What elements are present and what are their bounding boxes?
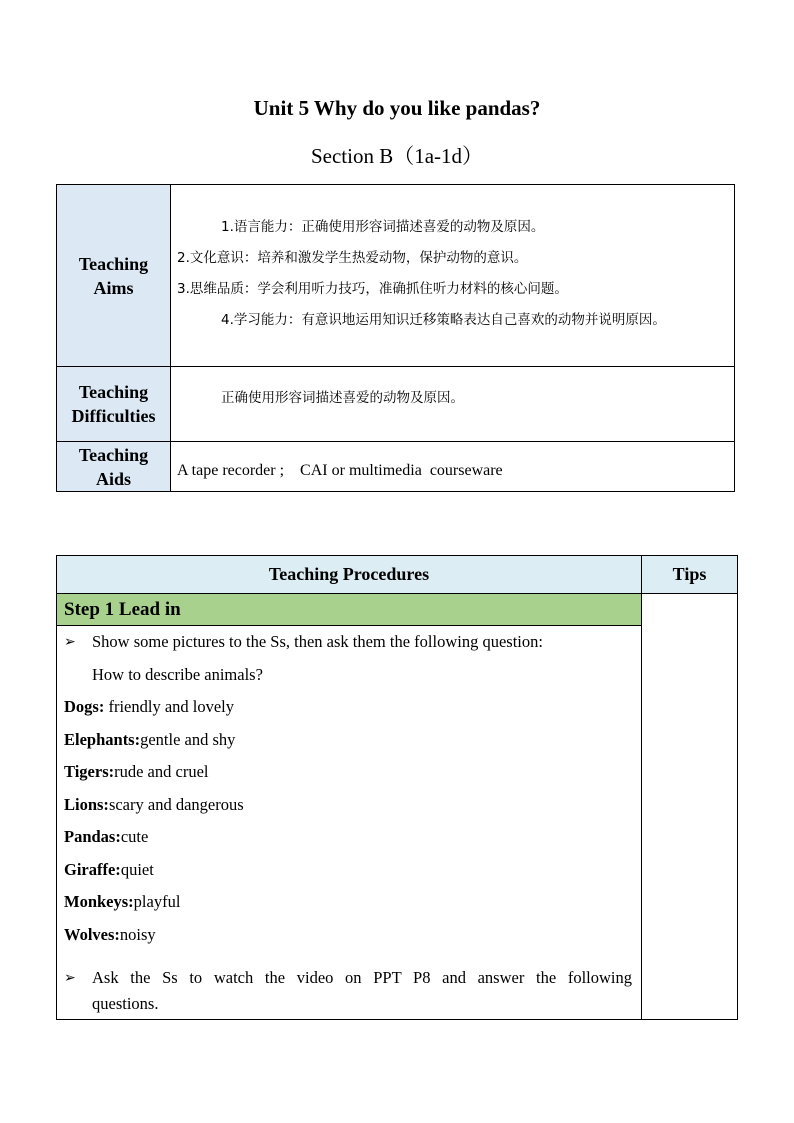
list-item: ➢ Ask the Ss to watch the video on PPT P8 and answer the following [57, 965, 641, 991]
aim-item: 4.学习能力：有意识地运用知识迁移策略表达自己喜欢的动物并说明原因。 [221, 312, 666, 328]
animal-line: Wolves:noisy [64, 924, 156, 944]
animal-line: Giraffe:quiet [64, 859, 154, 879]
aids-content: A tape recorder ; CAI or multimedia courseware [171, 442, 735, 492]
animal-line: Tigers:rude and cruel [64, 762, 209, 781]
difficulties-content: 正确使用形容词描述喜爱的动物及原因。 [171, 367, 735, 442]
tips-cell [642, 594, 738, 1020]
step-1-heading: Step 1 Lead in [57, 594, 642, 626]
step-1-content [57, 626, 642, 1020]
animal-line: Lions:scary and dangerous [64, 794, 244, 814]
aids-label: Teaching Aids [57, 442, 171, 492]
animal-line: Monkeys:playful [64, 892, 181, 911]
aims-label: Teaching Aims [57, 185, 171, 367]
arrow-bullet-icon: ➢ [64, 634, 76, 650]
aim-item: 3.思维品质：学会利用听力技巧，准确抓住听力材料的核心问题。 [177, 281, 568, 297]
list-item-continuation: questions. [92, 994, 159, 1013]
procedures-header: Teaching Procedures [57, 556, 642, 594]
animal-line: Pandas:cute [64, 827, 149, 846]
document-title: Unit 5 Why do you like pandas? [253, 96, 541, 120]
list-item-continuation: How to describe animals? [92, 664, 263, 684]
procedures-table [56, 555, 738, 1020]
list-item: ➢ Show some pictures to the Ss, then ask them the following question: [57, 626, 641, 659]
tips-header: Tips [642, 556, 738, 594]
aim-item: 2.文化意识：培养和激发学生热爱动物，保护动物的意识。 [177, 250, 528, 266]
section-subtitle: Section B（1a-1d） [310, 144, 484, 168]
arrow-bullet-icon: ➢ [64, 970, 76, 986]
animal-line: Dogs: friendly and lovely [64, 697, 235, 716]
aim-item: 1.语言能力：正确使用形容词描述喜爱的动物及原因。 [221, 219, 545, 235]
difficulties-label: Teaching Difficulties [57, 367, 171, 442]
animal-line: Elephants:gentle and shy [64, 729, 236, 749]
lesson-info-table [56, 184, 735, 492]
aims-content [171, 185, 735, 367]
